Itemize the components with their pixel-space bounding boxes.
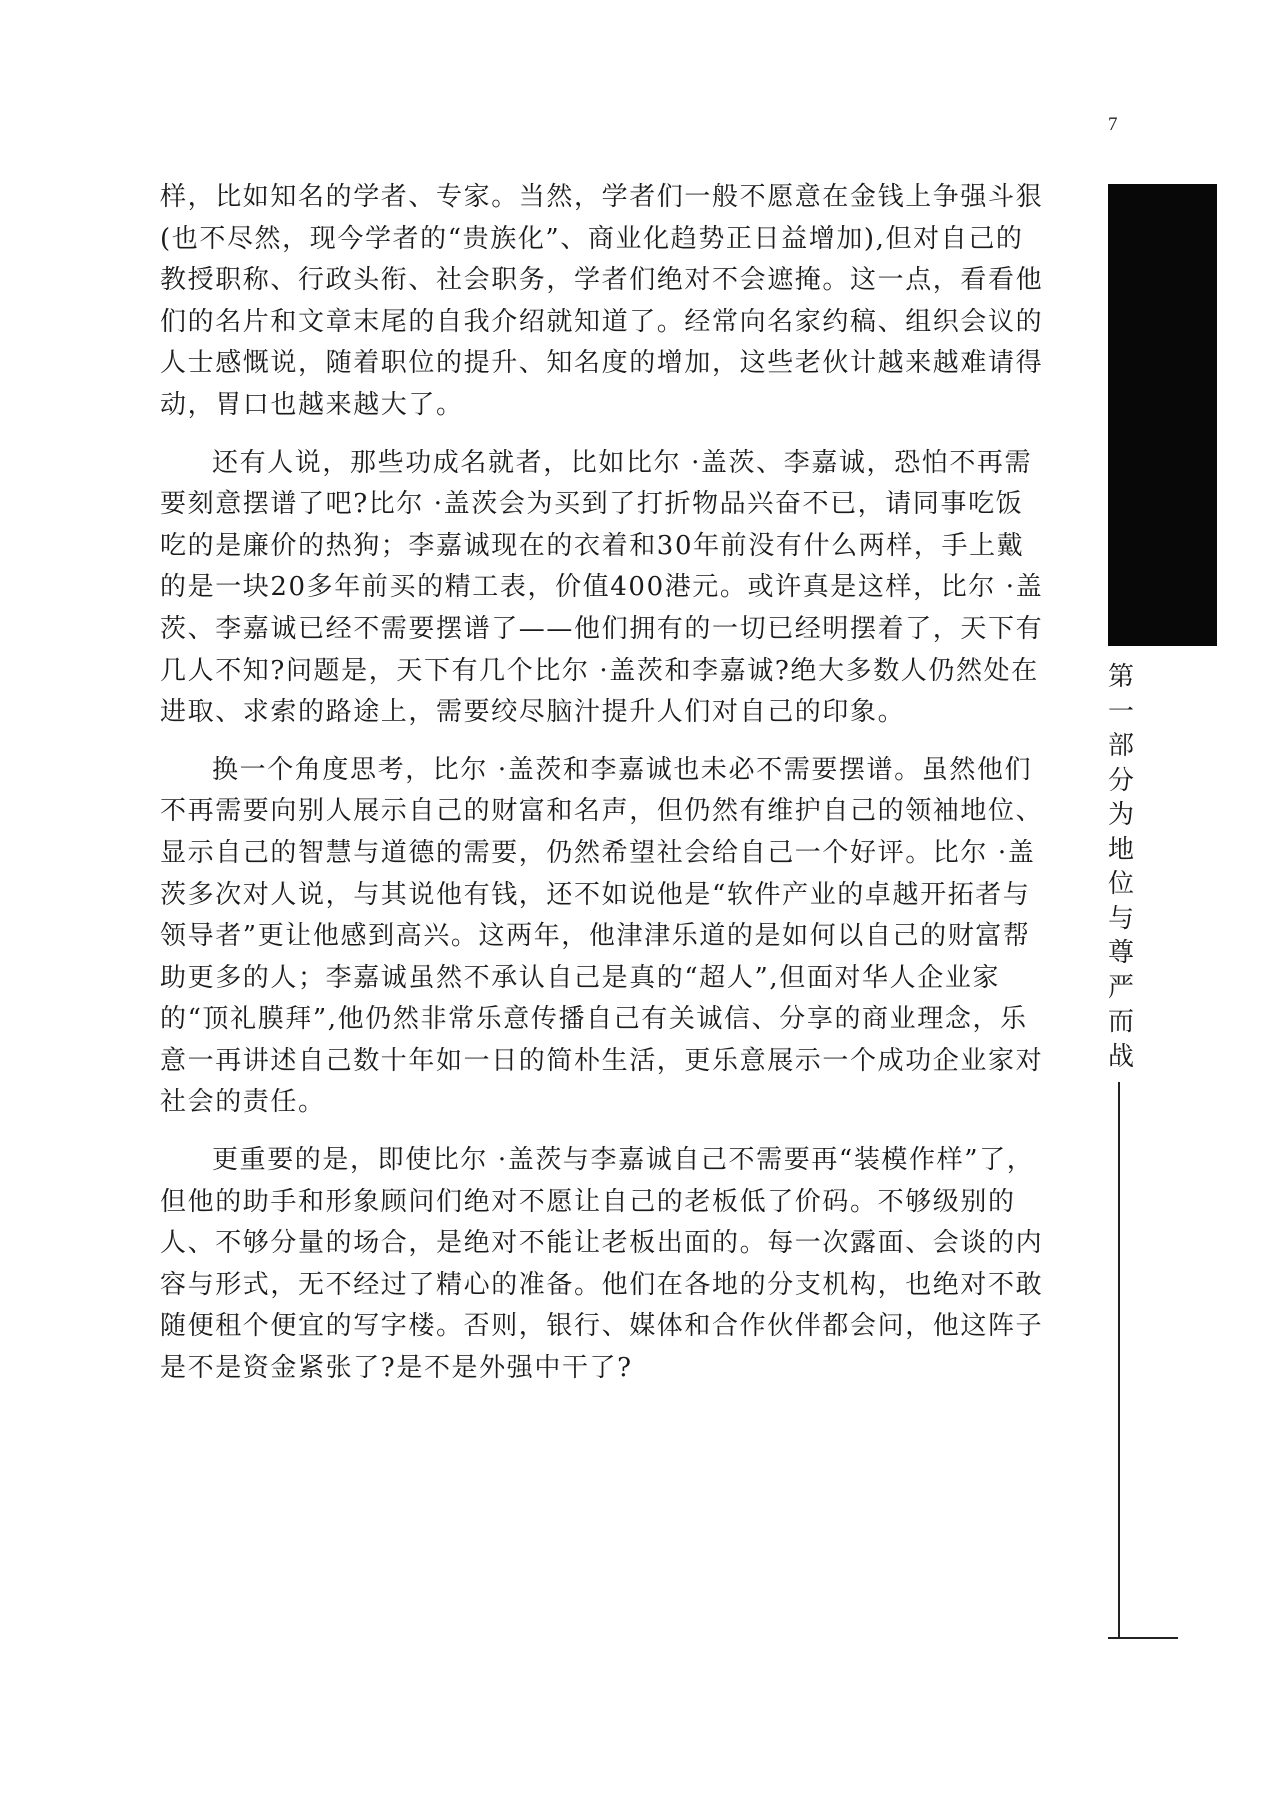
part-title-char: 分 xyxy=(1107,765,1134,796)
part-title-char: 严 xyxy=(1107,972,1134,1003)
part-title-vertical xyxy=(1100,660,1142,1074)
paragraph: 更重要的是，即使比尔 ·盖茨与李嘉诚自己不需要再“装模作样”了，但他的助手和形象顾问们绝对不愿让自己的老板低了价码。不够级别的人、不够分量的场合，是绝对不能让老板出面的。每一次露面、会谈的内容与形式，无不经过了精心的准备。他们在各地的分支机构，也绝对不敢随便租个便宜的写字楼。否则，银行、媒体和合作伙伴都会问，他这阵子是不是资金紧张了?是不是外强中干了? xyxy=(160,1145,1044,1384)
part-title-char: 地 xyxy=(1107,834,1134,865)
body-text xyxy=(160,177,1045,1390)
paragraph: 还有人说，那些功成名就者，比如比尔 ·盖茨、李嘉诚，恐怕不再需要刻意摆谱了吧?比尔 ·盖茨会为买到了打折物品兴奋不已，请同事吃饭吃的是廉价的热狗；李嘉诚现在的衣着和30年前没有什么两样，手上戴的是一块20多年前买的精工表，价值400港元。或许真是这样，比尔 ·盖茨、李嘉诚已经不需要摆谱了——他们拥有的一切已经明摆着了，天下有几人不知?问题是，天下有几个比尔 ·盖茨和李嘉诚?绝大多数人仍然处在进取、求索的路途上，需要绞尽脑汁提升人们对自己的印象。 xyxy=(160,447,1044,728)
paragraph: 样，比如知名的学者、专家。当然，学者们一般不愿意在金钱上争强斗狠(也不尽然，现今学者的“贵族化”、商业化趋势正日益增加),但对自己的教授职称、行政头衔、社会职务，学者们绝对不会遮掩。这一点，看看他们的名片和文章末尾的自我介绍就知道了。经常向名家约稿、组织会议的人士感慨说，随着职位的提升、知名度的增加，这些老伙计越来越难请得动，胃口也越来越大了。 xyxy=(160,182,1044,420)
part-title-char: 尊 xyxy=(1107,938,1134,968)
part-title-char: 而 xyxy=(1107,1007,1134,1037)
sidebar-horizontal-rule xyxy=(1108,1637,1178,1639)
page-number: 7 xyxy=(1108,114,1118,135)
part-title-char: 战 xyxy=(1107,1041,1134,1072)
paragraph: 换一个角度思考，比尔 ·盖茨和李嘉诚也未必不需要摆谱。虽然他们不再需要向别人展示自己的财富和名声，但仍然有维护自己的领袖地位、显示自己的智慧与道德的需要，仍然希望社会给自己一个好评。比尔 ·盖茨多次对人说，与其说他有钱，还不如说他是“软件产业的卓越开拓者与领导者”更让他感到高兴。这两年，他津津乐道的是如何以自己的财富帮助更多的人；李嘉诚虽然不承认自己是真的“超人”,但面对华人企业家的“顶礼膜拜”,他仍然非常乐意传播自己有关诚信、分享的商业理念，乐意一再讲述自己数十年如一日的简朴生活，更乐意展示一个成功企业家对社会的责任。 xyxy=(160,754,1044,1118)
part-title-char: 与 xyxy=(1107,903,1134,934)
section-tab xyxy=(1108,184,1217,646)
part-title-char: 位 xyxy=(1107,869,1134,899)
part-title-char: 一 xyxy=(1107,696,1134,727)
part-title-char: 为 xyxy=(1107,800,1134,830)
sidebar-vertical-rule xyxy=(1118,1082,1120,1637)
part-title-char: 部 xyxy=(1107,731,1134,761)
part-title-char: 第 xyxy=(1107,662,1134,692)
